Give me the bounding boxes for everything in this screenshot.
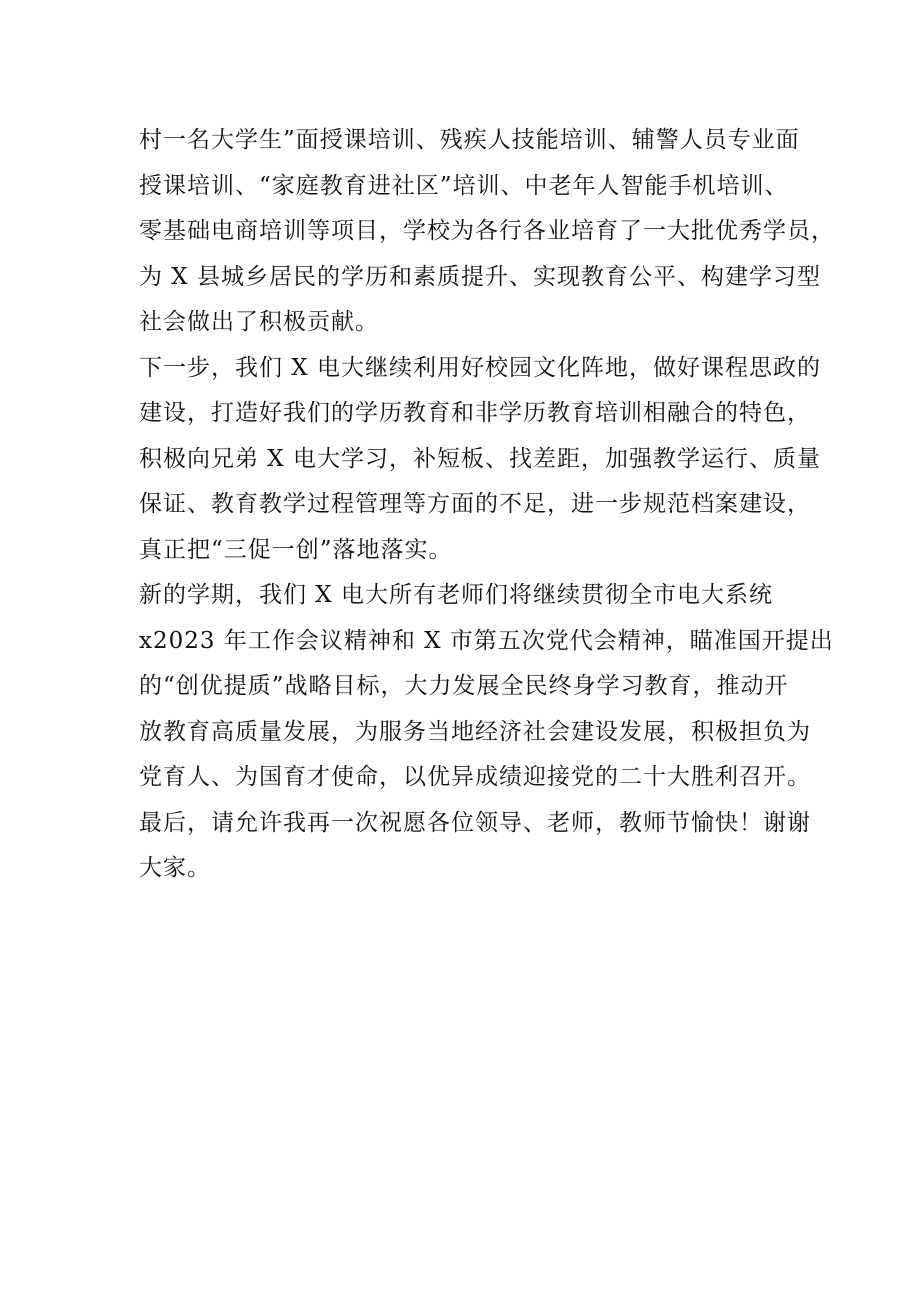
- text-line: 新的学期，我们 X 电大所有老师们将继续贯彻全市电大系统: [139, 582, 773, 608]
- text-line: 为 X 县城乡居民的学历和素质提升、实现教育公平、构建学习型: [139, 263, 821, 290]
- text-line: 村一名大学生”面授课培训、残疾人技能培训、辅警人员专业面: [139, 127, 800, 153]
- text-line: 最后，请允许我再一次祝愿各位领导、老师，教师节愉快！谢谢: [139, 809, 811, 836]
- text-line: 积极向兄弟 X 电大学习，补短板、找差距，加强教学运行、质量: [139, 445, 821, 472]
- body-text: [139, 118, 835, 892]
- text-line: 授课培训、“家庭教育进社区”培训、中老年人智能手机培训、: [139, 172, 789, 199]
- text-line: x2023 年工作会议精神和 X 市第五次党代会精神，瞄准国开提出: [139, 627, 834, 654]
- text-line: 下一步，我们 X 电大继续利用好校园文化阵地，做好课程思政的: [139, 354, 821, 381]
- text-line: 社会做出了积极贡献。: [139, 309, 379, 335]
- text-line: 的“创优提质”战略目标，大力发展全民终身学习教育，推动开: [139, 673, 789, 699]
- text-line: 党育人、为国育才使命，以优异成绩迎接党的二十大胜利召开。: [139, 764, 811, 790]
- text-line: 保证、教育教学过程管理等方面的不足，进一步规范档案建设，: [139, 491, 811, 517]
- text-line: 放教育高质量发展，为服务当地经济社会建设发展，积极担负为: [139, 718, 811, 745]
- text-line: 真正把“三促一创”落地落实。: [139, 536, 453, 563]
- text-line: 建设，打造好我们的学历教育和非学历教育培训相融合的特色，: [139, 400, 811, 426]
- text-line: 大家。: [139, 855, 211, 881]
- text-line: 零基础电商培训等项目，学校为各行各业培育了一大批优秀学员，: [139, 218, 835, 244]
